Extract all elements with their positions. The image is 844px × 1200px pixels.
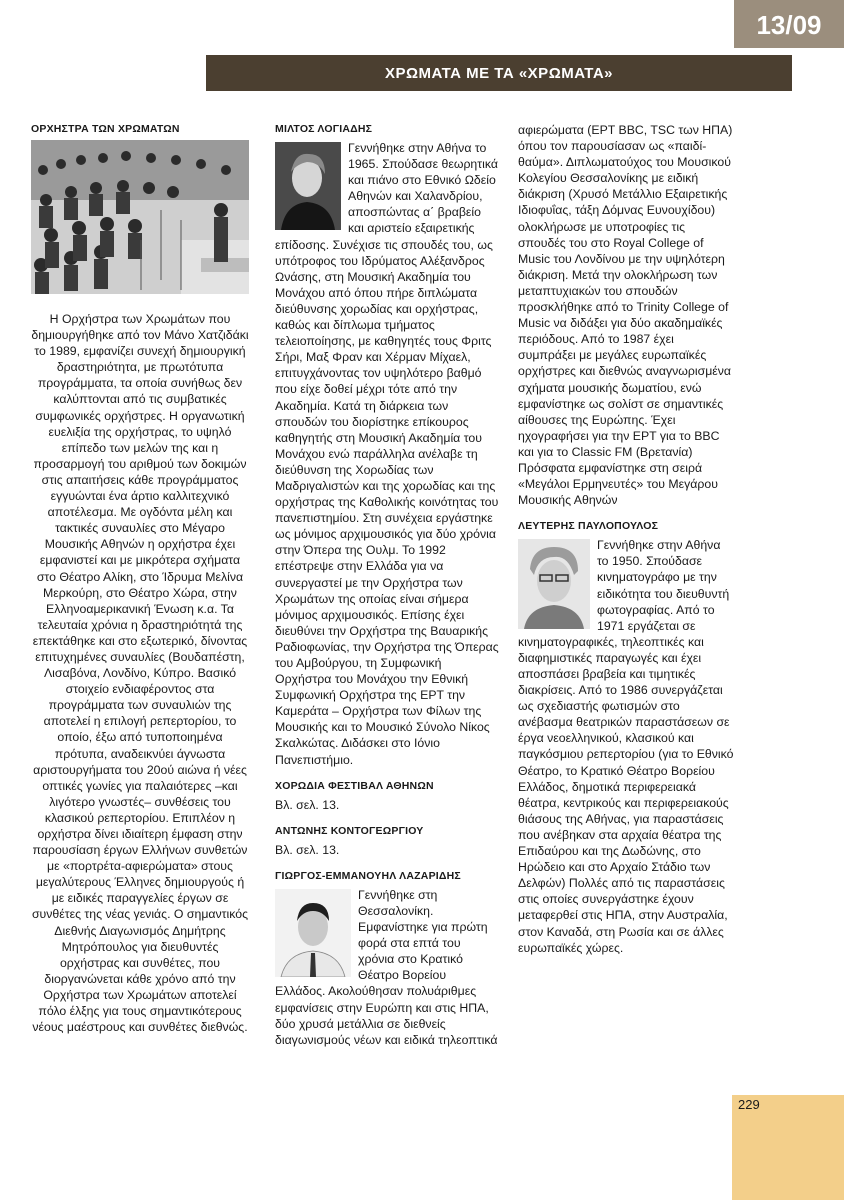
portrait-pavlopoulos xyxy=(518,539,590,629)
bio-pavlopoulos xyxy=(518,519,734,955)
bio-logiadis-text: Γεννήθηκε στην Αθήνα το 1965. Σπούδασε θεωρητικά και πιάνο στο Εθνικό Ωδείο Αθηνών και Χαλανδρίου, αποσπώντας α΄ βραβείο και αριστείο εξαιρετικής επίδοσης. Συνέχισε τις σπουδές του, ως υπότροφος του Ιδρύματος Αλέξανδρος Ωνάσης, στη Μουσική Ακαδημία του Μονάχου από όπου πήρε διπλώματα διεύθυνσης χορωδίας και ορχήστρας, καθώς και δίπλωμα τμήματος τελειοποίησης, με καθηγητές τους Φριτς Σήρι, Μαξ Φραν και Χέρμαν Μίχαελ, επιτυγχάνοντας τον υψηλότερο βαθμό που είχε δοθεί μέχρι τότε από την Ακαδημία. Κατά τη διάρκεια των σπουδών του διορίστηκε επίκουρος καθηγητής στη Μουσική Ακαδημία του Μονάχου ενώ παράλληλα ανέλαβε τη διεύθυνση της Χορωδίας των Μαδριγαλιστών και της χορωδίας και της ορχήστρας της Καθολικής κοινότητας του πανεπιστημίου. Στη συνέχεια εργάστηκε ως μόνιμος αρχιμουσικός για δύο χρόνια στην Όπερα της Ουλμ. Το 1992 επέστρεψε στην Ελλάδα για να συνεργαστεί με την Ορχήστρα των Χρωμάτων της οποίας είναι σήμερα μόνιμος αρχιμουσικός. Επίσης έχει διευθύνει την Ορχήστρα της Βαυαρικής Ραδιοφωνίας, την Ορχήστρα της Όπερας του Αμβούργου, τη Συμφωνική Ορχήστρα του Μονάχου την Εθνική Συμφωνική Ορχήστρα της ΕΡΤ την Καμεράτα – Ορχήστρα των Φίλων της Μουσικής και το Μουσικό Σύνολο Νίκος Σκαλκώτας. Διδάσκει στο Ιόνιο Πανεπιστήμιο. xyxy=(275,141,499,767)
bio-lazaridis-text: Γεννήθηκε στη Θεσσαλονίκη. Εμφανίστηκε για πρώτη φορά στα επτά του χρόνια στο Κρατικό Θέατρο Βορείου Ελλάδος. Ακολούθησαν πολυάριθμες εμφανίσεις στην Ευρώπη και στις ΗΠΑ, δύο χρυσά μετάλλια σε διεθνείς διαγωνισμούς νέων και ειδικά τηλεοπτικά xyxy=(275,887,498,1047)
bio-lazaridis-continued xyxy=(518,122,734,508)
column-orchestra xyxy=(31,122,249,1035)
portrait-lazaridis xyxy=(275,889,351,977)
heading-logiadis: ΜΙΛΤΟΣ ΛΟΓΙΑΔΗΣ xyxy=(275,123,373,135)
portrait-logiadis xyxy=(275,142,341,230)
heading-kontogeorgiou: ΑΝΤΩΝΗΣ ΚΟΝΤΟΓΕΩΡΓΙΟΥ xyxy=(275,824,424,837)
orchestra-text: Η Ορχήστρα των Χρωμάτων που δημιουργήθηκε από τον Μάνο Χατζιδάκι το 1989, εμφανίζει συνεχή δημιουργική δραστηριότητα, με πρωτότυπα προγράμματα, τα οποία συνήθως δεν καλύπτονται από τις συμβατικές συμφωνικές ορχήστρες. Η οργανωτική ευελιξία της ορχήστρας, το υψηλό επίπεδο των μελών της και η προσαρμογή του αριθμού των δοκιμών στις απαιτήσεις κάθε προγράμματος εγγυώνται ένα άρτιο καλλιτεχνικό αποτέλεσμα. Με ογδόντα μέλη και τακτικές συναυλίες στο Μέγαρο Μουσικής Αθηνών η ορχήστρα έχει εμφανιστεί και με μικρότερα σχήματα στο Θέατρο Αλίκη, στο Ίδρυμα Μελίνα Μερκούρη, στο Θέατρο Χώρα, στην Ελληνοαμερικανική Ένωση κ.α. Τα τελευταία χρόνια η δραστηριότητά της επεκτάθηκε και στο εξωτερικό, δίνοντας επιτυχημένες συναυλίες (Βουδαπέστη, Λισαβόνα, Λονδίνο, Κύπρο. Βασικό στοιχείο ενδιαφέροντος στα προγράμματα των συναυλιών της αποτελεί η επιλογή ρεπερτορίου, το οποίο, έξω από τυποποιημένα πρότυπα, αναδεικνύει άγνωστα αριστουργήματα του 20ού αιώνα ή νέες οπτικές γωνίες για παλαιότερες –και λιγότερο γνωστές– συνθέσεις του κλασικού ρεπερτορίου. Επιπλέον η ορχήστρα δίνει ιδιαίτερη έμφαση στην παρουσίαση έργων Ελλήνων συνθετών με «πορτρέτα-αφιερώματα» στους μεγαλύτερους Έλληνες δημιουργούς ή με ειδικές παραγγελίες έργων σε συνθέτες της νέας γενιάς. Ο σημαντικός Διεθνής Διαγωνισμός Δημήτρης Μητρόπουλος για διευθυντές ορχήστρας και συνθέτες, που διοργανώνεται κάθε χρόνο από την Ορχήστρα των Χρωμάτων αποτελεί πόλο έλξης για τους σημαντικότερους νέους μαέστρους και συνθέτες διεθνώς. xyxy=(31,312,249,1035)
bio-lazaridis xyxy=(275,869,499,1048)
column-bios-2 xyxy=(518,122,734,967)
heading-pavlopoulos: ΛΕΥΤΕΡΗΣ ΠΑΥΛΟΠΟΥΛΟΣ xyxy=(518,520,659,533)
orchestra-photo xyxy=(31,140,249,294)
bio-pavlopoulos-text: Γεννήθηκε στην Αθήνα το 1950. Σπούδασε κινηματογράφο με την ειδικότητα του διευθυντή φωτογραφίας. Από το 1971 εργάζεται σε κινηματογραφικές, τηλεοπτικές και διαφημιστικές παραγωγές και έχει αποσπάσει βραβεία και τιμητικές διακρίσεις. Από το 1986 συνεργάζεται ως σχεδιαστής φωτισμών στο ανέβασμα θεατρικών παραστάσεων σε έργα νεοελληνικού, κλασικού και παγκόσμιου ρεπερτορίου (για το Εθνικό Θέατρο, το Κρατικό Θέατρο Βορείου Ελλάδος, δημοτικά περιφερειακά θέατρα, κεντρικούς και περιφερειακούς θιάσους της Αθήνας, για παραστάσεις που ανέβηκαν στα αρχαία θέατρα της Επιδαύρου και της Δωδώνης, στο Ηρώδειο και στο Αρχαίο Στάδιο των Δελφών) Πολλές από τις παραστάσεις στις οποίες συνεργάστηκε έχουν μεταφερθεί στις ΗΠΑ, στην Αυστραλία, στον Καναδά, στη Ρωσία και σε άλλες ευρωπαϊκές χώρες. xyxy=(518,538,734,955)
section-title: ΧΡΩΜΑΤΑ ΜΕ ΤΑ «ΧΡΩΜΑΤΑ» xyxy=(206,55,792,91)
issue-number-tab: 13/09 xyxy=(734,0,844,48)
bio-logiadis xyxy=(275,122,499,768)
choir-ref: Βλ. σελ. 13. xyxy=(275,797,340,812)
column-bios-1 xyxy=(275,122,499,1059)
bio-kontogeorgiou xyxy=(275,824,499,858)
kontogeorgiou-ref: Βλ. σελ. 13. xyxy=(275,842,340,857)
bio-lazaridis-text-cont: αφιερώματα (ΕΡΤ BBC, TSC των ΗΠΑ) όπου τον παρουσίασαν ως «παιδί-θαύμα». Διπλωματούχος του Μουσικού Κολεγίου Θεσσαλονίκης με ειδική διάκριση (Χρυσό Μετάλλιο Εξαιρετικής Ιδιοφυΐας, τάξη Δόμνας Ευνουχίδου) ολοκλήρωσε με υποτροφίες τις σπουδές του στο Royal College of Music του Λονδίνου με την υψηλότερη διάκριση. Μετά την ολοκλήρωση των μεταπτυχιακών του σπουδών προσκλήθηκε από το Trinity College of Music να διδάξει για δύο ακαδημαϊκές περιόδους. Από το 1987 έχει συμπράξει με μεγάλες ευρωπαϊκές ορχήστρες και διεθνώς αναγνωρισμένα σχήματα μουσικής δωματίου, ενώ εμφανίστηκε ως σολίστ σε σημαντικές αίθουσες της Ευρώπης. Έχει ηχογραφήσει για την ΕΡΤ για το BBC και για το Classic FM (Βρετανία) Πρόσφατα εμφανίστηκε στη σειρά «Μεγάλοι Ερμηνευτές» του Μεγάρου Μουσικής Αθηνών xyxy=(518,123,733,508)
heading-lazaridis: ΓΙΩΡΓΟΣ-ΕΜΜΑΝΟΥΗΛ ΛΑΖΑΡΙΔΗΣ xyxy=(275,869,461,882)
heading-orchestra: ΟΡΧΗΣΤΡΑ ΤΩΝ ΧΡΩΜΑΤΩΝ xyxy=(31,123,180,135)
heading-choir: ΧΟΡΩΔΙΑ ΦΕΣΤΙΒΑΛ ΑΘΗΝΩΝ xyxy=(275,779,434,792)
bio-choir xyxy=(275,779,499,813)
page-number: 229 xyxy=(738,1097,760,1112)
